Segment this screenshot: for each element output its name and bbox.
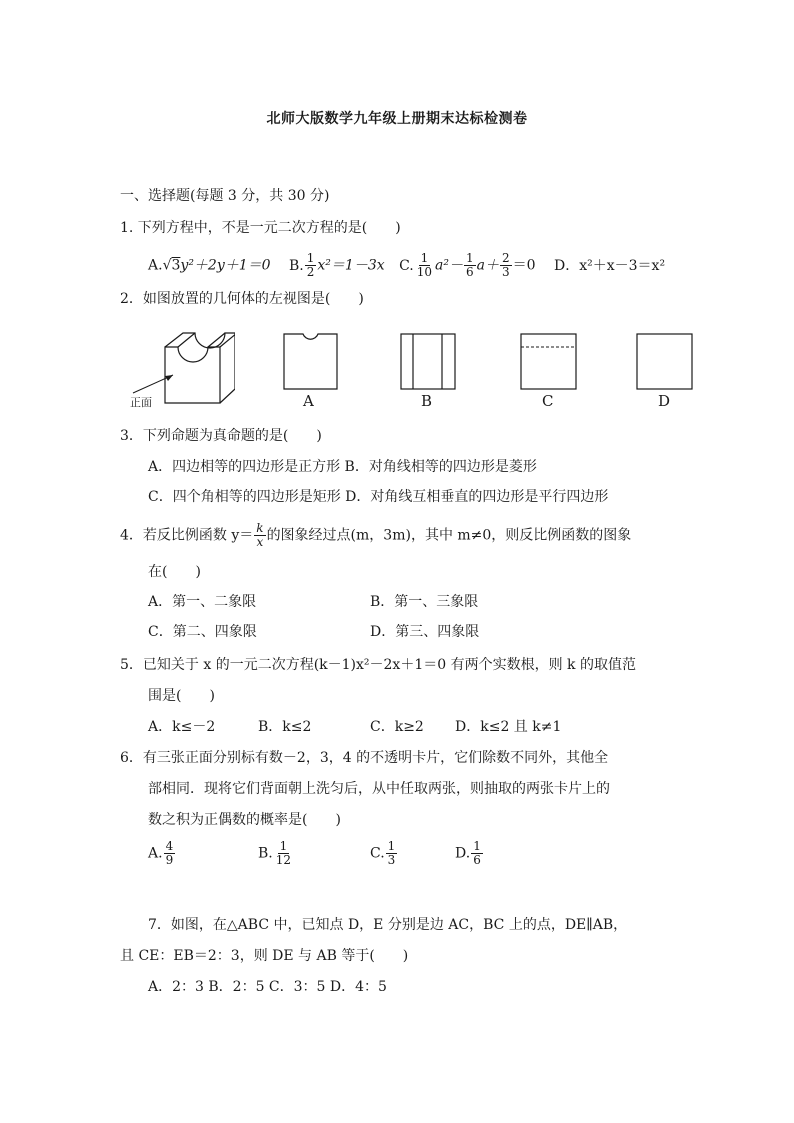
view-b-label: B [421,392,433,410]
option-a-label: A. [148,257,163,274]
question-6-stem-line3: 数之积为正偶数的概率是( ) [148,812,341,828]
fraction-numerator: 1 [420,251,429,265]
question-5-option-b: B．k≤2 [258,719,312,735]
section-heading: 一、选择题(每题 3 分，共 30 分) [120,188,330,204]
question-3-options-line1: A．四边相等的四边形是正方形 B．对角线相等的四边形是菱形 [148,459,537,475]
question-4-stem-cont: 在( ) [148,564,201,580]
question-3-options-line2: C．四个角相等的四边形是矩形 D．对角线互相垂直的四边形是平行四边形 [148,489,609,505]
fraction-c1 [415,252,434,279]
view-d-figure [636,333,693,390]
question-3-stem: 3．下列命题为真命题的是( ) [120,428,322,444]
fraction-numerator: 1 [387,839,396,853]
question-7-stem-line1: 7．如图，在△ABC 中，已知点 D，E 分别是边 AC，BC 上的点，DE∥AB， [148,917,628,933]
fraction-c2 [464,252,476,279]
question-4-option-b: B．第一、三象限 [370,594,479,610]
fraction [471,840,483,867]
view-a-figure [283,333,338,390]
question-5-option-c: C．k≥2 [370,719,424,735]
option-a-expression: y²＋2y＋1＝0 [180,257,271,274]
option-c-part: ＝0 [512,257,536,274]
question-5-stem-cont: 围是( ) [148,688,215,704]
view-c-label: C [542,392,554,410]
fraction [274,840,293,867]
fraction-denominator: 3 [387,853,396,867]
fraction-numerator: 2 [502,251,510,265]
fraction-k-over-x [254,522,265,549]
question-6-option-d [455,840,484,867]
question-5-option-d: D．k≤2 且 k≠1 [455,719,562,735]
question-6-option-c [370,840,398,867]
view-c-figure [520,333,577,390]
question-1-stem: 1. 下列方程中，不是一元二次方程的是( ) [120,220,401,236]
stem-part: 4．若反比例函数 y＝ [120,527,254,544]
option-c-label: C. [399,257,414,274]
fraction [164,840,176,867]
view-a-label: A [303,392,314,410]
stem-part: 的图象经过点(m，3m)，其中 m≠0，则反比例函数的图象 [266,527,632,544]
fraction-denominator: 6 [473,853,481,867]
question-2-stem: 2．如图放置的几何体的左视图是( ) [120,291,364,307]
fraction-numerator: 1 [306,251,315,265]
option-label: C. [370,845,385,862]
option-d: D．x²＋x－3＝x² [554,257,666,274]
question-7-stem-line2: 且 CE：EB＝2：3，则 DE 与 AB 等于( ) [120,948,409,964]
question-4-option-c: C．第二、四象限 [148,624,257,640]
question-6-stem-line1: 6．有三张正面分别标有数－2，3，4 的不透明卡片，它们除数不同外，其他全 [120,750,609,766]
question-5-stem: 5．已知关于 x 的一元二次方程(k－1)x²－2x＋1＝0 有两个实数根，则 k 的取值范 [120,657,636,673]
fraction-denominator: x [256,535,264,549]
question-6-option-b [258,840,294,867]
question-6-option-a [148,840,176,867]
fraction [386,840,398,867]
front-label: 正面 [130,396,152,409]
question-7-options: A．2：3 B．2：5 C．3：5 D．4：5 [148,979,387,995]
option-label: B. [258,845,273,862]
option-b-expression: x²＝1－3x [317,257,385,274]
question-6-stem-line2: 部相同．现将它们背面朝上洗匀后，从中任取两张，则抽取的两张卡片上的 [148,781,610,797]
question-4-option-d: D．第三、四象限 [370,624,480,640]
option-label: A. [148,845,163,862]
fraction-numerator: k [256,521,264,535]
fraction-b [305,252,317,279]
fraction-numerator: 1 [279,839,288,853]
fraction-denominator: 10 [416,265,433,279]
question-4-option-a: A．第一、二象限 [148,594,257,610]
view-d-label: D [658,392,671,410]
option-c-part: a＋ [476,257,499,274]
option-label: D. [455,845,471,862]
fraction-denominator: 9 [165,853,174,867]
fraction-denominator: 12 [275,853,292,867]
page-title: 北师大版数学九年级上册期末达标检测卷 [266,111,528,127]
fraction-numerator: 4 [165,839,174,853]
option-b-label: B. [289,257,304,274]
sqrt3-symbol: √3 [162,257,181,274]
fraction-c3 [500,252,512,279]
option-c-part: a²－ [435,257,463,274]
fraction-numerator: 1 [473,839,481,853]
fraction-denominator: 3 [502,265,510,279]
view-b-figure [400,333,456,390]
fraction-denominator: 2 [306,265,315,279]
question-5-option-a: A．k≤－2 [148,719,216,735]
question-4-stem [120,522,631,549]
fraction-denominator: 6 [466,265,474,279]
fraction-numerator: 1 [466,251,474,265]
question-1-options [148,252,665,279]
